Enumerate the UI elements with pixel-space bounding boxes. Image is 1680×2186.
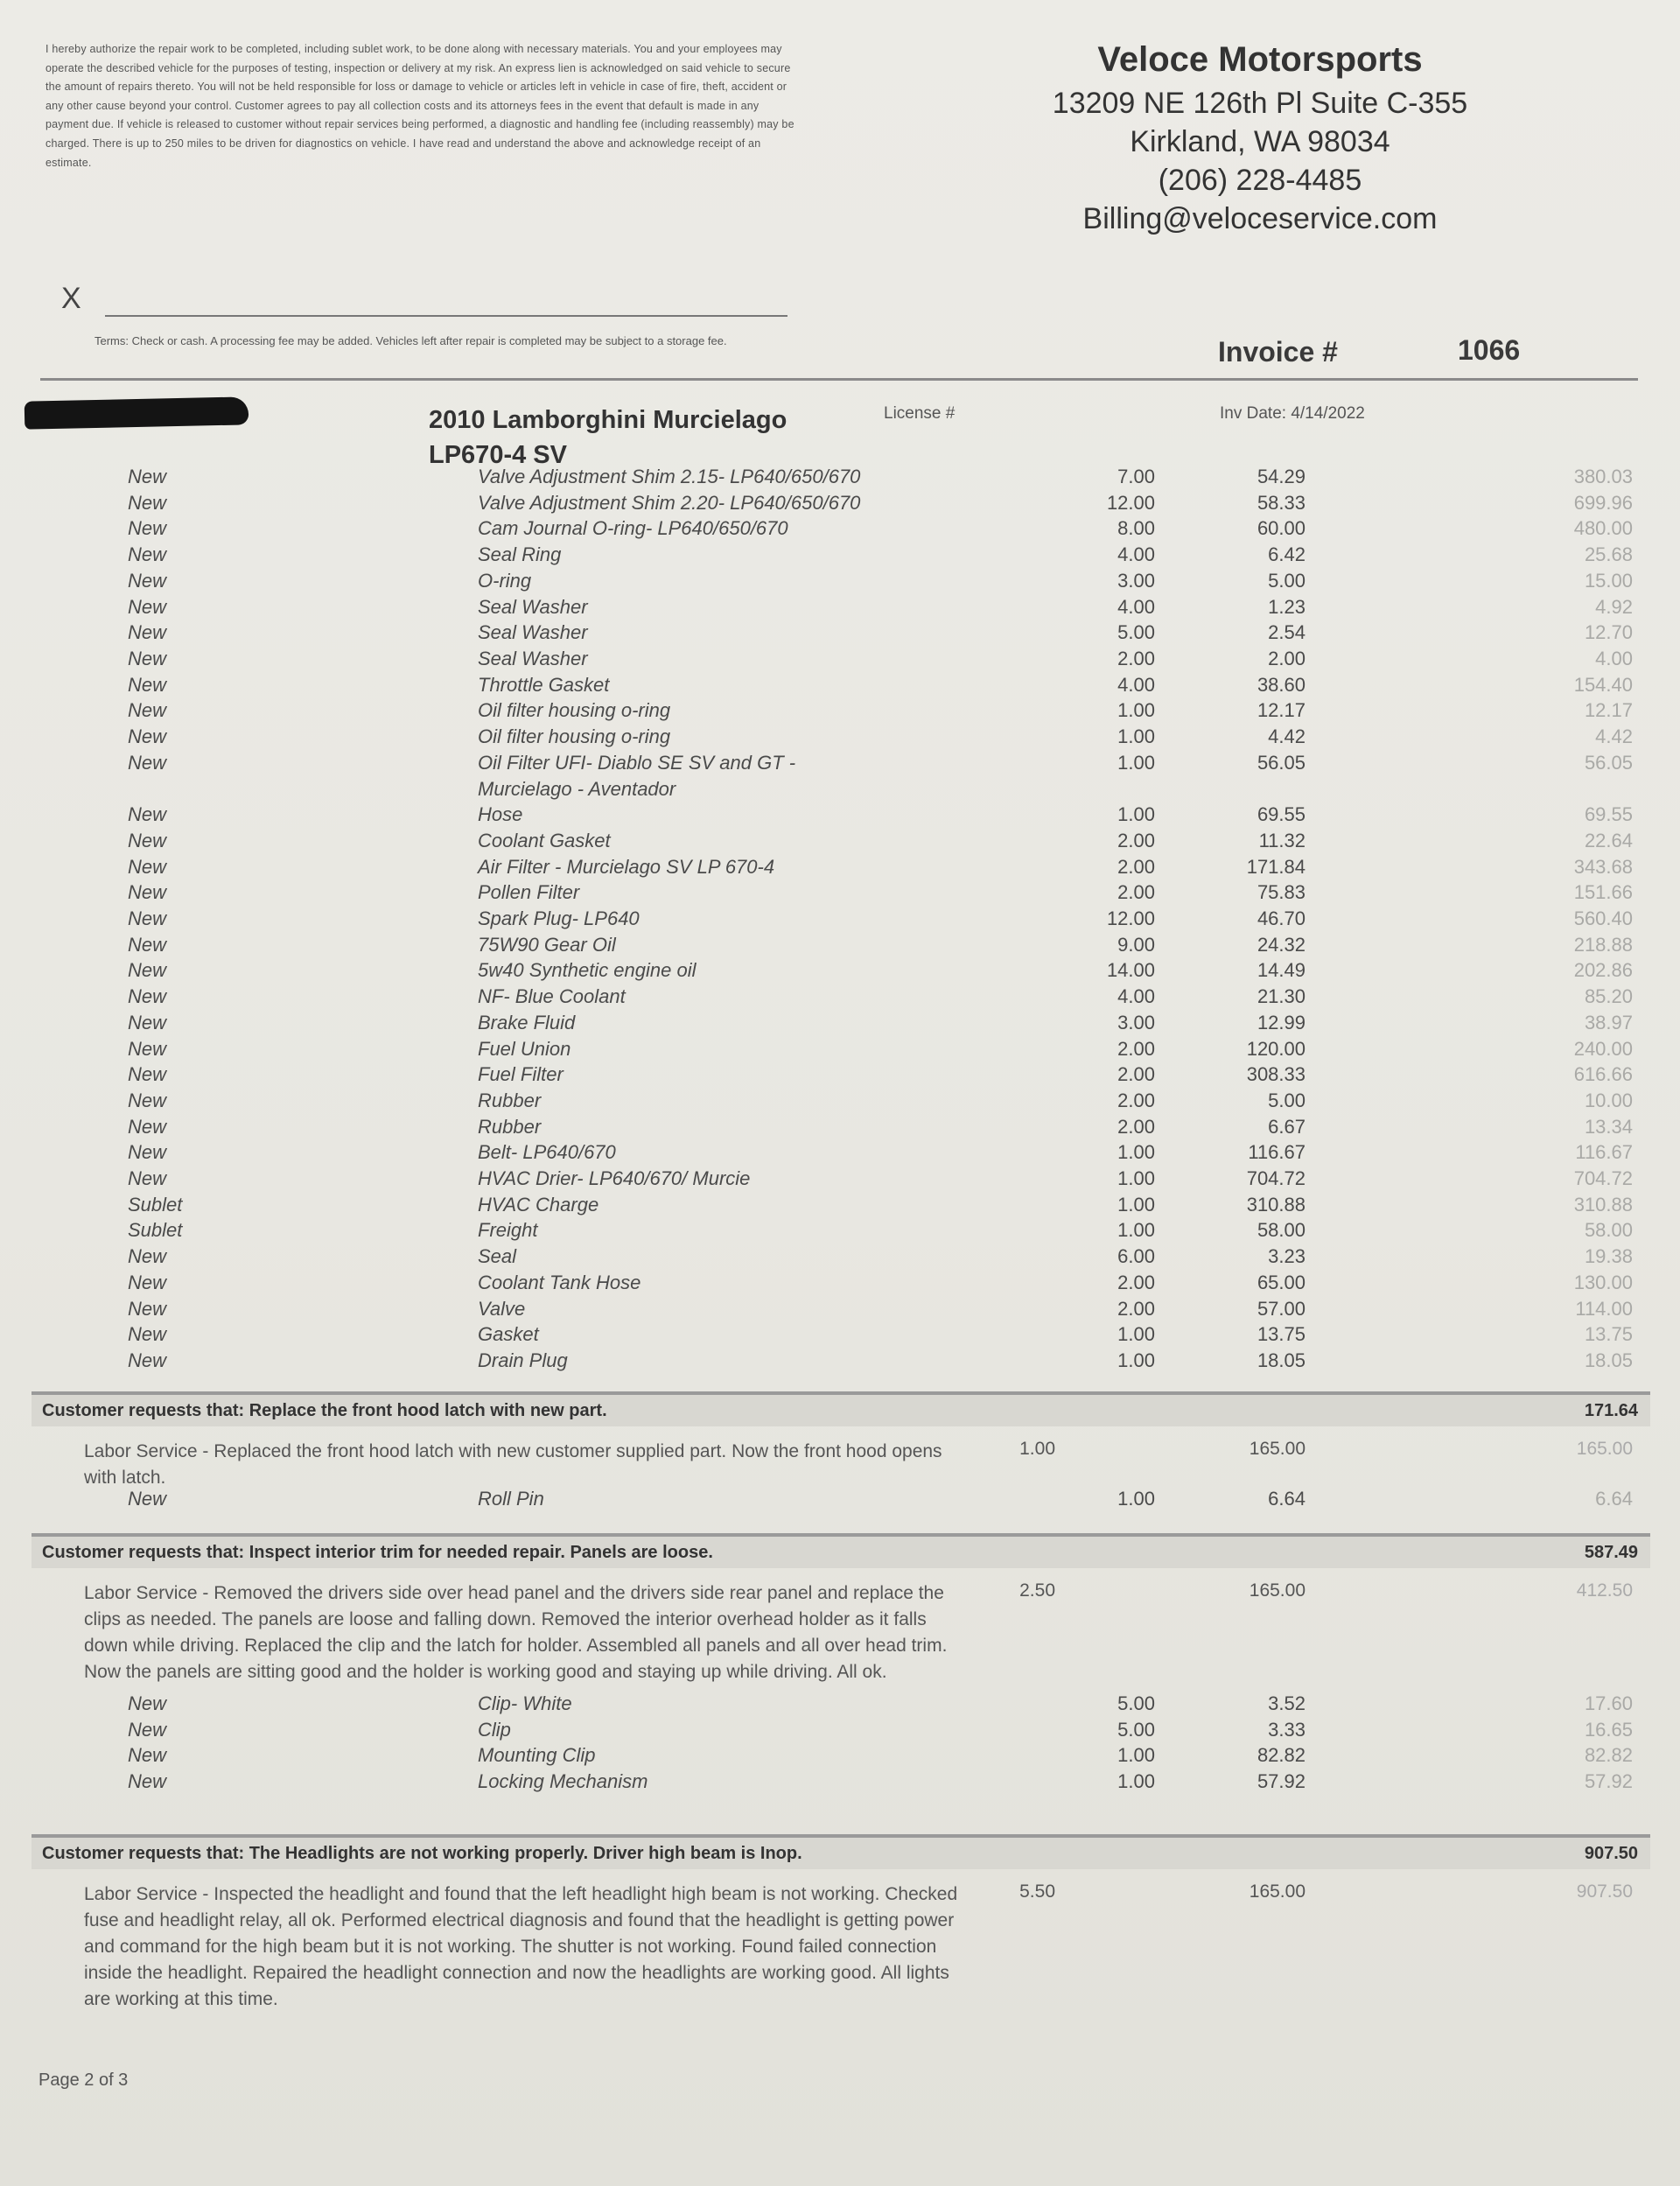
part-quantity: 6.00: [1117, 1245, 1155, 1268]
part-extended-price: 114.00: [1575, 1297, 1633, 1320]
part-condition: New: [128, 491, 167, 514]
section-title: Customer requests that: Replace the front hood latch with new part.: [42, 1401, 607, 1420]
part-quantity: 1.00: [1117, 1219, 1155, 1242]
page-number: Page 2 of 3: [38, 2070, 129, 2090]
part-unit-price: 120.00: [1246, 1037, 1306, 1060]
part-description: Brake Fluid: [478, 1011, 576, 1033]
company-email: Billing@veloceservice.com: [1082, 202, 1438, 235]
part-description: Valve Adjustment Shim 2.20- LP640/650/670: [478, 491, 861, 514]
part-unit-price: 65.00: [1256, 1271, 1306, 1293]
section-header: [32, 1537, 1650, 1568]
part-description: Pollen Filter: [478, 881, 580, 904]
table-row: [0, 674, 1680, 700]
part-description: Fuel Union: [478, 1037, 571, 1060]
part-description: HVAC Drier- LP640/670/ Murcie: [478, 1167, 751, 1189]
labor-rate: 165.00: [1249, 1439, 1306, 1459]
part-description: Valve: [478, 1297, 526, 1320]
part-condition: New: [128, 1349, 167, 1371]
part-description: Fuel Filter: [478, 1063, 564, 1086]
part-extended-price: 4.00: [1595, 647, 1633, 669]
part-condition: New: [128, 1692, 167, 1714]
part-condition: New: [128, 907, 167, 929]
part-extended-price: 699.96: [1573, 491, 1633, 514]
labor-description: Labor Service - Removed the drivers side over head panel and the drivers side rear panel and replace the clips as needed. The panels are loose and falling down. Removed the interior overhead holder as it falls down while driving. Replaced the clip and the latch for holder. Assembled all panels and all over head trim. Now the panels are sitting good and the holder is working good and staying up while driving. All ok.: [84, 1583, 948, 1682]
part-quantity: 1.00: [1117, 803, 1155, 826]
section-header: [32, 1838, 1650, 1869]
terms-text: Terms: Check or cash. A processing fee may be added. Vehicles left after repair is completed may be subject to a storage fee.: [94, 334, 727, 347]
table-row: [0, 517, 1680, 543]
part-quantity: 2.00: [1117, 1037, 1155, 1060]
table-row: [0, 959, 1680, 985]
part-description: Clip- White: [478, 1692, 572, 1714]
part-extended-price: 310.88: [1573, 1193, 1633, 1216]
part-extended-price: 56.05: [1584, 751, 1633, 774]
part-quantity: 9.00: [1117, 933, 1155, 956]
part-unit-price: 21.30: [1256, 985, 1306, 1008]
part-unit-price: 54.29: [1256, 466, 1306, 487]
labor-description: Labor Service - Inspected the headlight and found that the left headlight high beam is not working. Checked fuse and headlight relay, all ok. Performed electrical diagnosis and found that the headlight is getting power and command for the high beam but it is not working. The shutter is not working. Found failed connection inside the headlight. Repaired the headlight connection and now the headlights are working good. All lights are working at this time.: [84, 1884, 958, 2009]
redacted-customer-name: [24, 396, 249, 429]
table-row: [0, 1141, 1680, 1167]
part-description: Oil Filter UFI- Diablo SE SV and GT -: [478, 751, 796, 774]
part-extended-price: 19.38: [1584, 1245, 1633, 1268]
part-description: Rubber: [478, 1089, 542, 1111]
part-unit-price: 57.92: [1256, 1770, 1306, 1793]
part-quantity: 2.00: [1117, 881, 1155, 904]
part-unit-price: 60.00: [1256, 517, 1306, 540]
labor-hours: 1.00: [1019, 1439, 1055, 1459]
invoice-date: Inv Date: 4/14/2022: [1220, 404, 1365, 423]
part-unit-price: 75.83: [1256, 881, 1306, 904]
part-extended-price: 10.00: [1584, 1089, 1633, 1111]
part-description: Clip: [478, 1718, 511, 1741]
part-quantity: 2.00: [1117, 1271, 1155, 1293]
signature-line: [105, 315, 788, 317]
part-extended-price: 38.97: [1584, 1011, 1633, 1033]
company-name: Veloce Motorsports: [1097, 40, 1423, 79]
section-title: Customer requests that: Inspect interior trim for needed repair. Panels are loose.: [42, 1543, 713, 1562]
part-unit-price: 69.55: [1256, 803, 1306, 826]
part-unit-price: 2.54: [1268, 621, 1306, 644]
part-unit-price: 14.49: [1256, 959, 1306, 982]
part-quantity: 2.00: [1117, 647, 1155, 669]
part-extended-price: 218.88: [1573, 933, 1633, 956]
part-unit-price: 11.32: [1258, 829, 1306, 851]
part-extended-price: 13.75: [1584, 1323, 1633, 1346]
table-row: [0, 1488, 1680, 1514]
part-description: Seal Washer: [478, 647, 588, 669]
part-extended-price: 116.67: [1575, 1141, 1633, 1164]
invoice-number: 1066: [1458, 334, 1521, 366]
part-quantity: 2.00: [1117, 855, 1155, 878]
labor-rate: 165.00: [1249, 1881, 1306, 1902]
part-extended-price: 343.68: [1573, 855, 1633, 878]
part-condition: New: [128, 1271, 167, 1293]
part-description-cont: Murcielago - Aventador: [478, 777, 676, 800]
part-unit-price: 1.23: [1268, 595, 1306, 618]
table-row: [0, 1219, 1680, 1245]
part-quantity: 5.00: [1117, 1718, 1155, 1741]
part-unit-price: 24.32: [1256, 933, 1306, 956]
part-extended-price: 69.55: [1584, 803, 1633, 826]
part-extended-price: 480.00: [1573, 517, 1633, 540]
part-condition: New: [128, 829, 167, 851]
part-condition: New: [128, 959, 167, 982]
table-row: [0, 1167, 1680, 1194]
table-row: [0, 1038, 1680, 1064]
table-row: [0, 934, 1680, 960]
part-unit-price: 6.42: [1268, 543, 1306, 566]
part-condition: New: [128, 803, 167, 826]
table-row: [0, 725, 1680, 752]
part-unit-price: 13.75: [1256, 1323, 1306, 1346]
part-quantity: 7.00: [1117, 466, 1155, 487]
part-unit-price: 57.00: [1256, 1297, 1306, 1320]
part-quantity: 2.00: [1117, 1063, 1155, 1086]
part-extended-price: 25.68: [1584, 543, 1633, 566]
part-quantity: 1.00: [1117, 1349, 1155, 1371]
labor-description: Labor Service - Replaced the front hood latch with new customer supplied part. Now the front hood opens with latch.: [84, 1441, 942, 1488]
table-row: [0, 1349, 1680, 1376]
table-row: [0, 492, 1680, 518]
part-extended-price: 18.05: [1584, 1349, 1633, 1371]
table-row: [0, 1089, 1680, 1116]
signature-mark: X: [61, 282, 81, 315]
table-row: [0, 881, 1680, 907]
part-quantity: 1.00: [1117, 699, 1155, 722]
part-unit-price: 58.33: [1256, 491, 1306, 514]
part-condition: New: [128, 1063, 167, 1086]
part-unit-price: 38.60: [1256, 673, 1306, 696]
part-description: Hose: [478, 803, 523, 826]
part-condition: New: [128, 595, 167, 618]
part-condition: New: [128, 1167, 167, 1189]
part-description: Cam Journal O-ring- LP640/650/670: [478, 517, 788, 540]
part-extended-price: 12.70: [1584, 621, 1633, 644]
part-extended-price: 616.66: [1573, 1063, 1633, 1086]
part-condition: New: [128, 933, 167, 956]
part-description: NF- Blue Coolant: [478, 985, 626, 1008]
table-row: [0, 1744, 1680, 1770]
part-description: Air Filter - Murcielago SV LP 670-4: [478, 855, 775, 878]
header-divider: [40, 378, 1638, 381]
part-quantity: 4.00: [1117, 595, 1155, 618]
part-quantity: 3.00: [1117, 569, 1155, 592]
table-row: [0, 1194, 1680, 1220]
part-unit-price: 58.00: [1256, 1219, 1306, 1242]
labor-rate: 165.00: [1249, 1580, 1306, 1601]
part-extended-price: 4.42: [1595, 725, 1633, 747]
part-extended-price: 704.72: [1573, 1167, 1633, 1189]
part-unit-price: 3.52: [1268, 1692, 1306, 1714]
license-label: License #: [884, 404, 956, 423]
part-condition: New: [128, 569, 167, 592]
part-quantity: 1.00: [1117, 1488, 1155, 1510]
part-quantity: 2.00: [1117, 1297, 1155, 1320]
table-row: [0, 803, 1680, 830]
part-quantity: 2.00: [1117, 1089, 1155, 1111]
part-extended-price: 82.82: [1584, 1744, 1633, 1767]
labor-amount: 165.00: [1576, 1439, 1633, 1459]
part-extended-price: 22.64: [1584, 829, 1633, 851]
labor-hours: 5.50: [1019, 1881, 1055, 1902]
part-unit-price: 116.67: [1248, 1141, 1306, 1164]
part-extended-price: 16.65: [1584, 1718, 1633, 1741]
part-extended-price: 13.34: [1584, 1115, 1633, 1138]
table-row: [0, 543, 1680, 570]
invoice-label: Invoice #: [1218, 336, 1338, 368]
part-quantity: 1.00: [1117, 1770, 1155, 1793]
part-description: Coolant Gasket: [478, 829, 611, 851]
part-description: Oil filter housing o-ring: [478, 725, 671, 747]
part-description: Gasket: [478, 1323, 539, 1346]
table-row: [0, 1298, 1680, 1324]
table-row: [0, 830, 1680, 856]
part-condition: New: [128, 1011, 167, 1033]
labor-hours: 2.50: [1019, 1580, 1055, 1601]
part-unit-price: 56.05: [1256, 751, 1306, 774]
part-condition: New: [128, 751, 167, 774]
part-description: Locking Mechanism: [478, 1770, 648, 1793]
part-extended-price: 151.66: [1573, 881, 1633, 904]
part-condition: New: [128, 1037, 167, 1060]
part-extended-price: 58.00: [1584, 1219, 1633, 1242]
part-quantity: 5.00: [1117, 1692, 1155, 1714]
part-description: Oil filter housing o-ring: [478, 699, 671, 722]
part-extended-price: 380.03: [1573, 466, 1633, 487]
part-extended-price: 202.86: [1573, 959, 1633, 982]
part-unit-price: 3.23: [1268, 1245, 1306, 1268]
part-condition: New: [128, 985, 167, 1008]
part-quantity: 1.00: [1117, 1167, 1155, 1189]
part-extended-price: 17.60: [1584, 1692, 1633, 1714]
part-condition: New: [128, 1297, 167, 1320]
table-row: [0, 1323, 1680, 1349]
part-unit-price: 5.00: [1268, 569, 1306, 592]
part-extended-price: 240.00: [1573, 1037, 1633, 1060]
table-row: [0, 466, 1680, 492]
part-description: Spark Plug- LP640: [478, 907, 640, 929]
part-unit-price: 310.88: [1246, 1193, 1306, 1216]
part-extended-price: 560.40: [1573, 907, 1633, 929]
part-extended-price: 15.00: [1584, 569, 1633, 592]
section-total: 587.49: [1584, 1543, 1638, 1562]
part-condition: New: [128, 881, 167, 904]
part-unit-price: 171.84: [1246, 855, 1306, 878]
part-quantity: 1.00: [1117, 1141, 1155, 1164]
part-description: Rubber: [478, 1115, 542, 1138]
part-description: Seal Washer: [478, 595, 588, 618]
table-row: [0, 570, 1680, 596]
vehicle-line-2: LP670-4 SV: [429, 441, 567, 469]
part-extended-price: 12.17: [1584, 699, 1633, 722]
part-condition: New: [128, 855, 167, 878]
part-quantity: 1.00: [1117, 725, 1155, 747]
part-condition: New: [128, 1141, 167, 1164]
part-unit-price: 2.00: [1268, 647, 1306, 669]
table-row: [0, 856, 1680, 882]
part-unit-price: 12.17: [1256, 699, 1306, 722]
company-phone: (206) 228-4485: [1158, 164, 1362, 197]
table-row: [0, 648, 1680, 674]
part-condition: New: [128, 1718, 167, 1741]
company-address-2: Kirkland, WA 98034: [1130, 125, 1390, 158]
vehicle-line-1: 2010 Lamborghini Murcielago: [429, 406, 788, 434]
part-condition: New: [128, 673, 167, 696]
part-description: Seal Ring: [478, 543, 562, 566]
part-description: Mounting Clip: [478, 1744, 596, 1767]
part-quantity: 2.00: [1117, 829, 1155, 851]
part-quantity: 12.00: [1106, 907, 1155, 929]
part-description: Belt- LP640/670: [478, 1141, 616, 1164]
part-unit-price: 18.05: [1256, 1349, 1306, 1371]
section-total: 171.64: [1584, 1401, 1638, 1420]
part-quantity: 12.00: [1106, 491, 1155, 514]
part-unit-price: 82.82: [1256, 1744, 1306, 1767]
part-condition: New: [128, 1770, 167, 1793]
part-extended-price: 130.00: [1573, 1271, 1633, 1293]
part-unit-price: 46.70: [1256, 907, 1306, 929]
part-condition: New: [128, 1089, 167, 1111]
part-unit-price: 308.33: [1246, 1063, 1306, 1086]
authorization-text: I hereby authorize the repair work to be completed, including sublet work, to be done along with necessary materials. You and your employees may operate the described vehicle for the purposes of testing, inspection or delivery at my risk. An express lien is acknowledged on said vehicle to secure the amount of repairs thereto. You will not be held responsible for loss or damage to vehicle or articles left in vehicle in case of fire, theft, accident or any other cause beyond your control. Customer agrees to pay all collection costs and its attorneys fees in the event that default is made in any payment due. If vehicle is released to customer without repair services being performed, a diagnostic and handling fee (including reassembly) may be charged. There is up to 250 miles to be driven for diagnostics on vehicle. I have read and understand the above and acknowledge receipt of an estimate.: [46, 43, 794, 169]
part-quantity: 1.00: [1117, 1193, 1155, 1216]
table-row: [0, 907, 1680, 934]
part-quantity: 4.00: [1117, 985, 1155, 1008]
part-description: Throttle Gasket: [478, 673, 610, 696]
part-condition: New: [128, 1323, 167, 1346]
part-extended-price: 85.20: [1584, 985, 1633, 1008]
part-condition: New: [128, 699, 167, 722]
table-row: [0, 1245, 1680, 1272]
part-description: Valve Adjustment Shim 2.15- LP640/650/670: [478, 466, 861, 487]
section-title: Customer requests that: The Headlights are not working properly. Driver high beam is Inop.: [42, 1844, 802, 1863]
part-condition: New: [128, 621, 167, 644]
table-row: [0, 1116, 1680, 1142]
part-quantity: 1.00: [1117, 751, 1155, 774]
part-unit-price: 12.99: [1256, 1011, 1306, 1033]
part-description: 75W90 Gear Oil: [478, 933, 616, 956]
part-quantity: 4.00: [1117, 673, 1155, 696]
part-quantity: 1.00: [1117, 1323, 1155, 1346]
part-condition: Sublet: [128, 1193, 183, 1216]
part-condition: New: [128, 517, 167, 540]
part-description: Seal: [478, 1245, 517, 1268]
part-extended-price: 4.92: [1595, 595, 1633, 618]
table-row: [0, 1692, 1680, 1719]
part-description: O-ring: [478, 569, 532, 592]
part-extended-price: 154.40: [1573, 673, 1633, 696]
part-quantity: 3.00: [1117, 1011, 1155, 1033]
table-row: [0, 985, 1680, 1012]
part-condition: New: [128, 1488, 167, 1510]
table-row: [0, 1272, 1680, 1298]
table-row: [0, 1770, 1680, 1797]
part-condition: New: [128, 1245, 167, 1268]
part-unit-price: 704.72: [1246, 1167, 1306, 1189]
section-total: 907.50: [1584, 1844, 1638, 1863]
part-condition: New: [128, 647, 167, 669]
company-header: [945, 35, 1575, 238]
part-description: HVAC Charge: [478, 1193, 599, 1216]
company-address-1: 13209 NE 126th Pl Suite C-355: [1052, 87, 1468, 120]
part-extended-price: 57.92: [1584, 1770, 1633, 1793]
part-description: Roll Pin: [478, 1488, 544, 1510]
part-condition: New: [128, 466, 167, 487]
part-description: Seal Washer: [478, 621, 588, 644]
part-extended-price: 6.64: [1595, 1488, 1633, 1510]
part-condition: New: [128, 543, 167, 566]
section-header: [32, 1395, 1650, 1426]
table-row: [0, 1012, 1680, 1038]
part-quantity: 1.00: [1117, 1744, 1155, 1767]
table-row: [0, 751, 1680, 800]
part-condition: Sublet: [128, 1219, 183, 1242]
part-condition: New: [128, 1115, 167, 1138]
table-row: [0, 596, 1680, 622]
labor-amount: 907.50: [1576, 1881, 1633, 1902]
table-row: [0, 1063, 1680, 1089]
table-row: [0, 1719, 1680, 1745]
part-condition: New: [128, 725, 167, 747]
part-unit-price: 5.00: [1268, 1089, 1306, 1111]
part-quantity: 4.00: [1117, 543, 1155, 566]
table-row: [0, 699, 1680, 725]
labor-amount: 412.50: [1576, 1580, 1633, 1601]
part-description: 5w40 Synthetic engine oil: [478, 959, 696, 982]
part-quantity: 8.00: [1117, 517, 1155, 540]
part-description: Drain Plug: [478, 1349, 568, 1371]
part-unit-price: 4.42: [1268, 725, 1306, 747]
part-description: Freight: [478, 1219, 538, 1242]
vehicle-description: [429, 403, 787, 473]
part-quantity: 14.00: [1106, 959, 1155, 982]
part-unit-price: 6.67: [1268, 1115, 1306, 1138]
part-unit-price: 6.64: [1268, 1488, 1306, 1510]
part-unit-price: 3.33: [1268, 1718, 1306, 1741]
part-quantity: 2.00: [1117, 1115, 1155, 1138]
table-row: [0, 621, 1680, 648]
part-quantity: 5.00: [1117, 621, 1155, 644]
part-description: Coolant Tank Hose: [478, 1271, 641, 1293]
part-condition: New: [128, 1744, 167, 1767]
